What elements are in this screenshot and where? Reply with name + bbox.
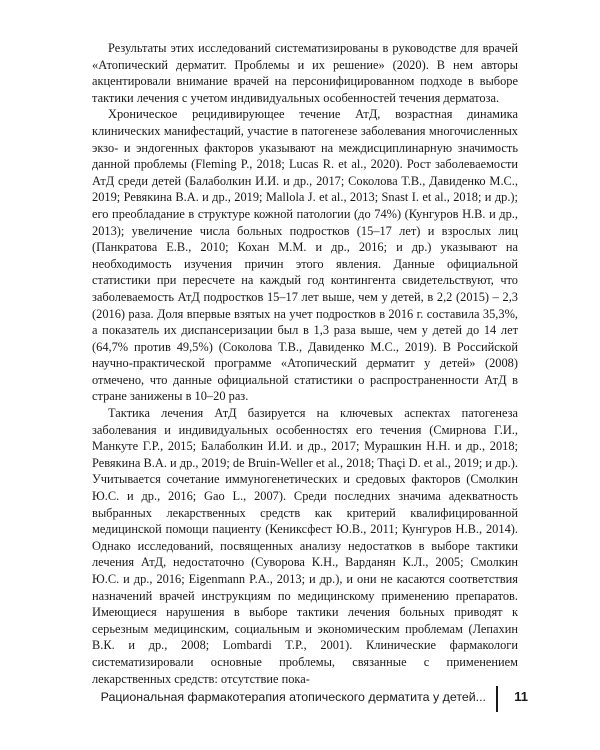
page-number: 11 [514,689,528,704]
paragraph: Результаты этих исследований систематизированы в руководстве для врачей «Атопический дерматит. Проблемы и их решение» (2020). В нем авторы акцентировали внимание врачей на персонифицированном подходе в выборе тактики лечения с учетом индивидуальных особенностей течения дерматоза. [92,41,518,105]
running-title: Рациональная фармакотерапия атопического дерматита у детей... [100,690,486,704]
footer-divider [496,686,498,712]
page-footer [92,686,528,712]
paragraph: Хроническое рецидивирующее течение АтД, возрастная динамика клинических манифестаций, участие в патогенезе заболевания многочисленных экзо- и эндогенных факторов указывают на междисциплинарную значимость данной проблемы (Fleming P., 2018; Lucas R. et al., 2020). Рост заболеваемости АтД среди детей (Балаболкин И.И. и др., 2017; Соколова Т.В., Давиденко М.С., 2019; Ревякина В.А. и др., 2019; Mallola J. et al., 2013; Snast I. et al., 2018; и др.); его преобладание в структуре кожной патологии (до 74%) (Кунгуров Н.В. и др., 2013); увеличение числа больных подростков (15–17 лет) и взрослых лиц (Панкратова Е.В., 2010; Кохан М.М. и др., 2016; и др.) указывают на необходимость изучения причин этого явления. Данные официальной статистики при пересчете на каждый год контингента свидетельствуют, что заболеваемость АтД подростков 15–17 лет выше, чем у детей, в 2,2 (2015) – 2,3 (2016) раза. Доля впервые взятых на учет подростков в 2016 г. составила 35,3%, а показатель их диспансеризации был в 1,3 раза выше, чем у детей до 14 лет (64,7% против 49,5%) (Соколова Т.В., Давиденко М.С., 2019). В Российской научно-практической программе «Атопический дерматит у детей» (2008) отмечено, что данные официальной статистики о распространенности АтД в стране занижены в 10–20 раз. [92,107,518,404]
paragraph: Тактика лечения АтД базируется на ключевых аспектах патогенеза заболевания и индивидуальных особенностях его течения (Смирнова Г.И., Манкуте Г.Р., 2015; Балаболкин И.И. и др., 2017; Мурашкин Н.Н. и др., 2018; Ревякина В.А. и др., 2019; de Bruin-Weller et al., 2018; Thaçi D. et al., 2019; и др.). Учитывается сочетание иммуногенетических и средовых факторов (Смолкин Ю.С. и др., 2016; Gao L., 2007). Среди последних значима адекватность выбранных лекарственных средств как критерий квалифицированной медицинской помощи пациенту (Кениксфест Ю.В., 2011; Кунгуров Н.В., 2014). Однако исследований, посвященных анализу недостатков в выборе тактики лечения АтД, недостаточно (Суворова К.Н., Варданян К.Л., 2005; Смолкин Ю.С. и др., 2016; Eigenmann P.A., 2013; и др.), и они не касаются соответствия назначений врачей инструкциям по медицинскому применению препаратов. Имеющиеся нарушения в выборе тактики лечения больных приводят к серьезным медицинским, социальным и экономическим проблемам (Лепахин В.К. и др., 2008; Lombardi T.P., 2001). Клинические фармакологи систематизировали основные проблемы, связанные с применением лекарственных средств: отсутствие пока- [92,406,518,686]
body-text [92,40,518,687]
